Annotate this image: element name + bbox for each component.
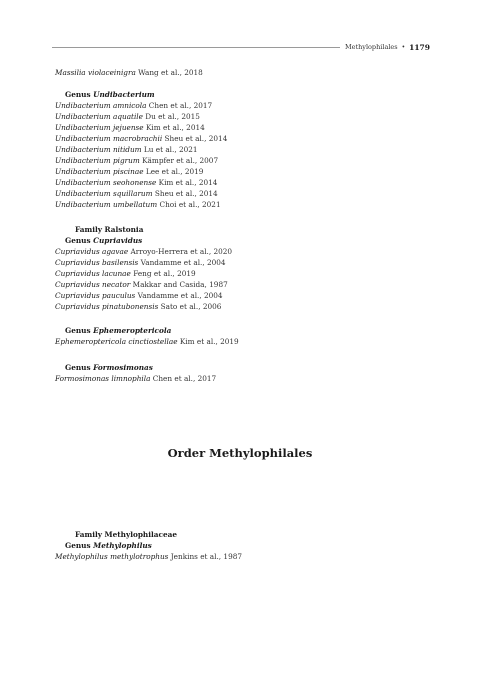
- species-entry: [55, 199, 227, 210]
- species-entry: [55, 67, 203, 78]
- genus-prefix: Genus: [65, 541, 91, 550]
- species-name: Ephemeroptericola cinctiostellae: [55, 337, 178, 346]
- species-entry: [55, 268, 232, 279]
- species-authority: Jenkins et al., 1987: [170, 552, 242, 561]
- genus-heading: [55, 540, 242, 551]
- species-name: Undibacterium amnicola: [55, 101, 147, 110]
- species-entry: [55, 144, 227, 155]
- page-number: 1179: [409, 42, 430, 52]
- species-entry: [55, 111, 227, 122]
- species-authority: Kim et al., 2019: [179, 337, 239, 346]
- species-entry: [55, 279, 232, 290]
- species-name: Undibacterium seohonense: [55, 178, 157, 187]
- species-authority: Lee et al., 2019: [145, 167, 204, 176]
- species-name: Undibacterium nitidum: [55, 145, 142, 154]
- species-authority: Choi et al., 2021: [159, 200, 221, 209]
- species-authority: Sheu et al., 2014: [154, 189, 218, 198]
- species-authority: Vandamme et al., 2004: [137, 291, 223, 300]
- genus-name: Undibacterium: [93, 90, 155, 99]
- species-name: Undibacterium aquatile: [55, 112, 143, 121]
- genus-heading: [55, 362, 216, 373]
- species-name: Undibacterium jejuense: [55, 123, 144, 132]
- header-section-title: Methylophilales: [344, 43, 398, 51]
- genus-name: Methylophilus: [93, 541, 152, 550]
- species-entry: [55, 188, 227, 199]
- order-heading: Order Methylophilales: [167, 446, 313, 460]
- species-authority: Chen et al., 2017: [152, 374, 217, 383]
- header-rule: [52, 47, 340, 48]
- species-name: Cupriavidus pauculus: [55, 291, 136, 300]
- genus-prefix: Genus: [65, 326, 91, 335]
- species-authority: Makkar and Casida, 1987: [132, 280, 228, 289]
- species-authority: Wang et al., 2018: [138, 68, 203, 77]
- species-authority: Kämpfer et al., 2007: [142, 156, 219, 165]
- family-methylophilaceae-section: [55, 529, 242, 562]
- header-separator: •: [401, 43, 406, 51]
- species-authority: Feng et al., 2019: [133, 269, 196, 278]
- species-name: Cupriavidus necator: [55, 280, 131, 289]
- genus-formosimonas-section: [55, 362, 216, 384]
- genus-name: Ephemeroptericola: [93, 326, 172, 335]
- species-entry: [55, 177, 227, 188]
- species-name: Cupriavidus agavae: [55, 247, 129, 256]
- species-entry: [55, 551, 242, 562]
- species-authority: Du et al., 2015: [145, 112, 200, 121]
- species-name: Undibacterium squillarum: [55, 189, 153, 198]
- species-authority: Kim et al., 2014: [158, 178, 218, 187]
- species-entry: [55, 301, 232, 312]
- species-name: Undibacterium pigrum: [55, 156, 140, 165]
- species-authority: Lu et al., 2021: [143, 145, 198, 154]
- genus-heading: [55, 325, 239, 336]
- family-ralstonia-section: [55, 224, 232, 312]
- species-name: Massilia violaceinigra: [55, 68, 136, 77]
- species-authority: Chen et al., 2017: [148, 101, 213, 110]
- species-authority: Kim et al., 2014: [145, 123, 205, 132]
- genus-name: Cupriavidus: [93, 236, 143, 245]
- species-name: Methylophilus methylotrophus: [55, 552, 169, 561]
- genus-heading: [55, 235, 232, 246]
- species-entry: [55, 290, 232, 301]
- species-name: Cupriavidus basilensis: [55, 258, 139, 267]
- species-entry: [55, 133, 227, 144]
- species-entry: [55, 336, 239, 347]
- running-header: [52, 40, 430, 54]
- species-name: Cupriavidus pinatubonensis: [55, 302, 159, 311]
- genus-undibacterium-section: [55, 89, 227, 210]
- genus-heading: [55, 89, 227, 100]
- species-authority: Sheu et al., 2014: [164, 134, 228, 143]
- species-name: Undibacterium umbellatum: [55, 200, 158, 209]
- family-heading: Family Ralstonia: [75, 225, 144, 234]
- genus-prefix: Genus: [65, 363, 91, 372]
- genus-prefix: Genus: [65, 90, 91, 99]
- species-entry: [55, 122, 227, 133]
- species-name: Formosimonas limnophila: [55, 374, 151, 383]
- species-name: Undibacterium macrobrachii: [55, 134, 163, 143]
- species-name: Undibacterium piscinae: [55, 167, 144, 176]
- species-entry: [55, 100, 227, 111]
- genus-prefix: Genus: [65, 236, 91, 245]
- species-authority: Vandamme et al., 2004: [140, 258, 226, 267]
- massilia-block: [55, 67, 203, 78]
- family-heading: Family Methylophilaceae: [75, 530, 177, 539]
- genus-ephemeroptericola-section: [55, 325, 239, 347]
- genus-name: Formosimonas: [93, 363, 153, 372]
- species-entry: [55, 246, 232, 257]
- species-name: Cupriavidus lacunae: [55, 269, 131, 278]
- species-entry: [55, 166, 227, 177]
- species-authority: Arroyo-Herrera et al., 2020: [130, 247, 233, 256]
- species-entry: [55, 155, 227, 166]
- species-entry: [55, 373, 216, 384]
- species-authority: Sato et al., 2006: [160, 302, 222, 311]
- species-entry: [55, 257, 232, 268]
